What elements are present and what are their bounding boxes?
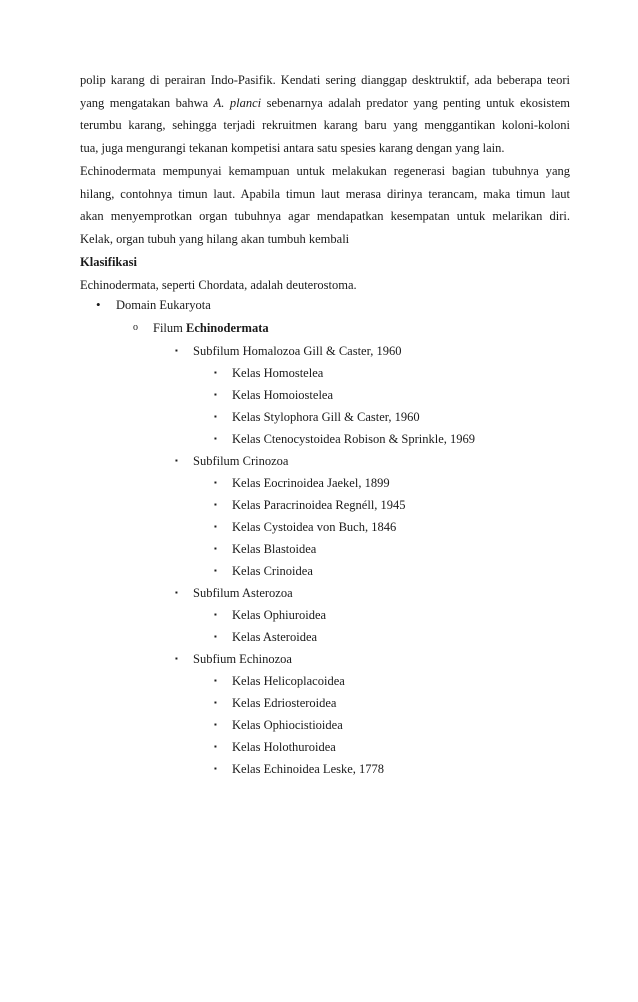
bullet-square-icon: ▪	[214, 610, 217, 619]
bullet-square-icon: ▪	[214, 764, 217, 773]
bullet-square-icon: ▪	[214, 544, 217, 553]
list-item-label: Kelas Blastoidea	[232, 542, 317, 556]
filum-name: Echinodermata	[186, 321, 269, 335]
bullet-square-icon: ▪	[214, 478, 217, 487]
list-item-label: Domain Eukaryota	[116, 298, 211, 312]
list-item-label: Kelas Homoiostelea	[232, 388, 334, 402]
list-item-label: Kelas Ophiocistioidea	[232, 718, 343, 732]
bullet-dot-icon: •	[96, 297, 101, 312]
filum-prefix: Filum	[153, 321, 183, 335]
bullet-square-icon: ▪	[214, 720, 217, 729]
list-item-label: Kelas Crinoidea	[232, 564, 313, 578]
list-item-label: Kelas Eocrinoidea Jaekel, 1899	[232, 476, 390, 490]
bullet-square-icon: ▪	[214, 434, 217, 443]
list-item-label: Kelas Holothuroidea	[232, 740, 336, 754]
text-line: tua, juga mengurangi tekanan kompetisi antara satu spesies karang dengan yang lain.	[80, 141, 505, 156]
text-span: sebenarnya adalah predator yang penting untuk ekosistem	[266, 95, 571, 110]
bullet-square-icon: ▪	[214, 522, 217, 531]
text-line: hilang, contohnya timun laut. Apabila timun laut merasa dirinya terancam, maka timun laut	[80, 186, 570, 201]
text-line	[80, 92, 570, 115]
bullet-square-icon: ▪	[214, 500, 217, 509]
intro-text: Echinodermata, seperti Chordata, adalah deuterostoma.	[80, 277, 357, 292]
paragraph-regeneration	[80, 160, 570, 251]
list-item-label: Kelas Echinoidea Leske, 1778	[232, 762, 385, 776]
text-span: yang mengatakan bahwa	[80, 95, 209, 110]
classification-section	[80, 251, 570, 296]
list-item-label: Subfium Echinozoa	[193, 652, 292, 666]
bullet-square-icon: ▪	[214, 412, 217, 421]
bullet-square-icon: ▪	[214, 676, 217, 685]
list-item-label: Kelas Cystoidea von Buch, 1846	[232, 520, 397, 534]
bullet-square-icon: ▪	[175, 654, 178, 663]
list-item-label: Subfilum Asterozoa	[193, 586, 293, 600]
list-item-label: Kelas Ctenocystoidea Robison & Sprinkle, 1969	[232, 432, 476, 446]
text-line: Kelak, organ tubuh yang hilang akan tumbuh kembali	[80, 232, 350, 247]
text-line: terumbu karang, sehingga terjadi rekruitmen karang baru yang menggantikan koloni-koloni	[80, 118, 570, 133]
text-line: Echinodermata mempunyai kemampuan untuk melakukan regenerasi bagian tubuhnya yang	[80, 164, 570, 178]
text-line: akan menyemprotkan organ tubuhnya agar mendapatkan kesempatan untuk melarikan diri.	[80, 209, 570, 224]
list-item-label: Kelas Stylophora Gill & Caster, 1960	[232, 410, 420, 424]
bullet-square-icon: ▪	[214, 390, 217, 399]
bullet-circle-icon: o	[133, 322, 138, 333]
bullet-square-icon: ▪	[175, 588, 178, 597]
species-name: A. planci	[213, 95, 262, 110]
bullet-square-icon: ▪	[175, 346, 178, 355]
list-item-label: Kelas Ophiuroidea	[232, 608, 327, 622]
bullet-square-icon: ▪	[214, 698, 217, 707]
bullet-square-icon: ▪	[214, 742, 217, 751]
list-item-label: Kelas Helicoplacoidea	[232, 674, 345, 688]
bullet-square-icon: ▪	[214, 632, 217, 641]
bullet-square-icon: ▪	[214, 368, 217, 377]
bullet-square-icon: ▪	[214, 566, 217, 575]
list-item-label: Kelas Asteroidea	[232, 630, 318, 644]
list-item-label: Kelas Homostelea	[232, 366, 324, 380]
section-heading: Klasifikasi	[80, 255, 137, 269]
list-item-label: Subfilum Homalozoa Gill & Caster, 1960	[193, 344, 402, 358]
paragraph-predator	[80, 69, 570, 160]
list-item-label	[153, 317, 269, 339]
bullet-square-icon: ▪	[175, 456, 178, 465]
list-item-label: Subfilum Crinozoa	[193, 454, 289, 468]
list-item-label: Kelas Paracrinoidea Regnéll, 1945	[232, 498, 406, 512]
text-line: polip karang di perairan Indo-Pasifik. Kendati sering dianggap desktruktif, ada beberapa teori	[80, 73, 570, 87]
list-item-label: Kelas Edriosteroidea	[232, 696, 337, 710]
